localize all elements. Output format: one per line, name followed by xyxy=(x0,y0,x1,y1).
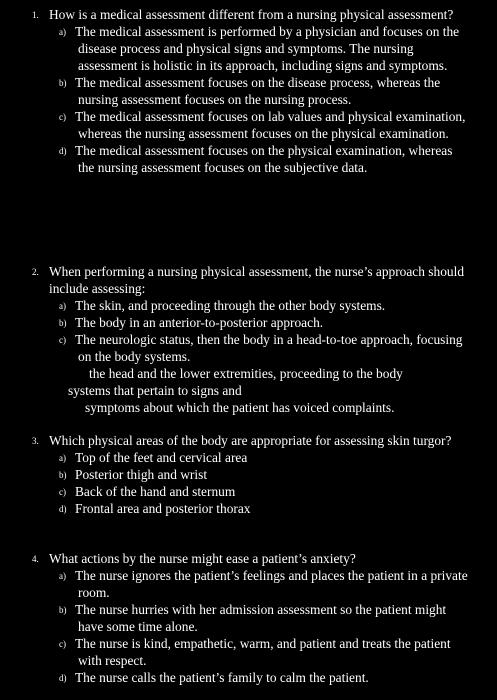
option-text: Posterior thigh and wrist xyxy=(75,467,208,482)
question-number: 4. xyxy=(32,554,39,564)
option-text: Back of the hand and sternum xyxy=(75,484,236,499)
option-a[interactable] xyxy=(0,297,497,314)
continuation-line: systems that pertain to signs and xyxy=(68,383,242,398)
option-c[interactable] xyxy=(0,635,497,669)
option-letter: c) xyxy=(59,639,66,649)
option-d[interactable] xyxy=(0,669,497,686)
option-d[interactable] xyxy=(0,500,497,517)
option-letter: c) xyxy=(59,487,66,497)
continuation-line: symptoms about which the patient has voiced complaints. xyxy=(85,400,395,415)
option-letter: d) xyxy=(59,504,67,514)
option-text: The nurse calls the patient’s family to calm the patient. xyxy=(75,670,369,685)
option-letter: d) xyxy=(59,673,67,683)
continuation-line: the head and the lower extremities, proceeding to the body xyxy=(89,366,403,381)
question-2 xyxy=(0,263,497,416)
option-text: The nurse is kind, empathetic, warm, and patient and treats the patient with respect. xyxy=(75,636,451,668)
question-stem xyxy=(0,550,497,567)
question-3 xyxy=(0,432,497,517)
option-a[interactable] xyxy=(0,449,497,466)
question-stem xyxy=(0,263,497,297)
option-text: The neurologic status, then the body in a head-to-toe approach, focusing on the body systems. xyxy=(75,332,463,364)
question-text: What actions by the nurse might ease a patient’s anxiety? xyxy=(49,551,356,566)
option-letter: a) xyxy=(59,453,66,463)
option-text: The body in an anterior-to-posterior approach. xyxy=(75,315,324,330)
option-letter: b) xyxy=(59,605,67,615)
option-letter: c) xyxy=(59,112,66,122)
option-b[interactable] xyxy=(0,74,497,108)
option-letter: b) xyxy=(59,78,67,88)
option-text: Top of the feet and cervical area xyxy=(75,450,248,465)
question-number: 3. xyxy=(32,436,39,446)
option-text: The medical assessment focuses on lab values and physical examination, whereas the nursing assessment focuses on the physical examination. xyxy=(75,109,466,141)
option-a[interactable] xyxy=(0,567,497,601)
question-number: 2. xyxy=(32,267,39,277)
option-continuation xyxy=(0,365,497,416)
option-text: Frontal area and posterior thorax xyxy=(75,501,251,516)
option-c[interactable] xyxy=(0,483,497,500)
option-letter: d) xyxy=(59,146,67,156)
question-4 xyxy=(0,550,497,686)
option-c[interactable] xyxy=(0,108,497,142)
option-letter: a) xyxy=(59,571,66,581)
option-b[interactable] xyxy=(0,601,497,635)
option-letter: b) xyxy=(59,470,67,480)
option-b[interactable] xyxy=(0,466,497,483)
option-text: The medical assessment is performed by a physician and focuses on the disease process and physical signs and symptoms. The nursing assessment is holistic in its approach, including signs and symptoms. xyxy=(75,24,460,73)
question-stem xyxy=(0,432,497,449)
option-text: The nurse ignores the patient’s feelings and places the patient in a private room. xyxy=(75,568,468,600)
option-letter: c) xyxy=(59,335,66,345)
option-text: The medical assessment focuses on the physical examination, whereas the nursing assessment focuses on the subjective data. xyxy=(75,143,453,175)
question-text: Which physical areas of the body are appropriate for assessing skin turgor? xyxy=(49,433,452,448)
option-d[interactable] xyxy=(0,142,497,176)
question-number: 1. xyxy=(32,10,39,20)
question-stem xyxy=(0,6,497,23)
question-text: When performing a nursing physical assessment, the nurse’s approach should include assessing: xyxy=(49,264,465,296)
option-letter: a) xyxy=(59,27,66,37)
option-a[interactable] xyxy=(0,23,497,74)
question-1 xyxy=(0,6,497,176)
option-text: The nurse hurries with her admission assessment so the patient might have some time alone. xyxy=(75,602,447,634)
option-letter: b) xyxy=(59,318,67,328)
option-b[interactable] xyxy=(0,314,497,331)
option-text: The medical assessment focuses on the disease process, whereas the nursing assessment focuses on the nursing process. xyxy=(75,75,441,107)
question-text: How is a medical assessment different from a nursing physical assessment? xyxy=(49,7,454,22)
option-c[interactable] xyxy=(0,331,497,365)
option-text: The skin, and proceeding through the other body systems. xyxy=(75,298,386,313)
option-letter: a) xyxy=(59,301,66,311)
